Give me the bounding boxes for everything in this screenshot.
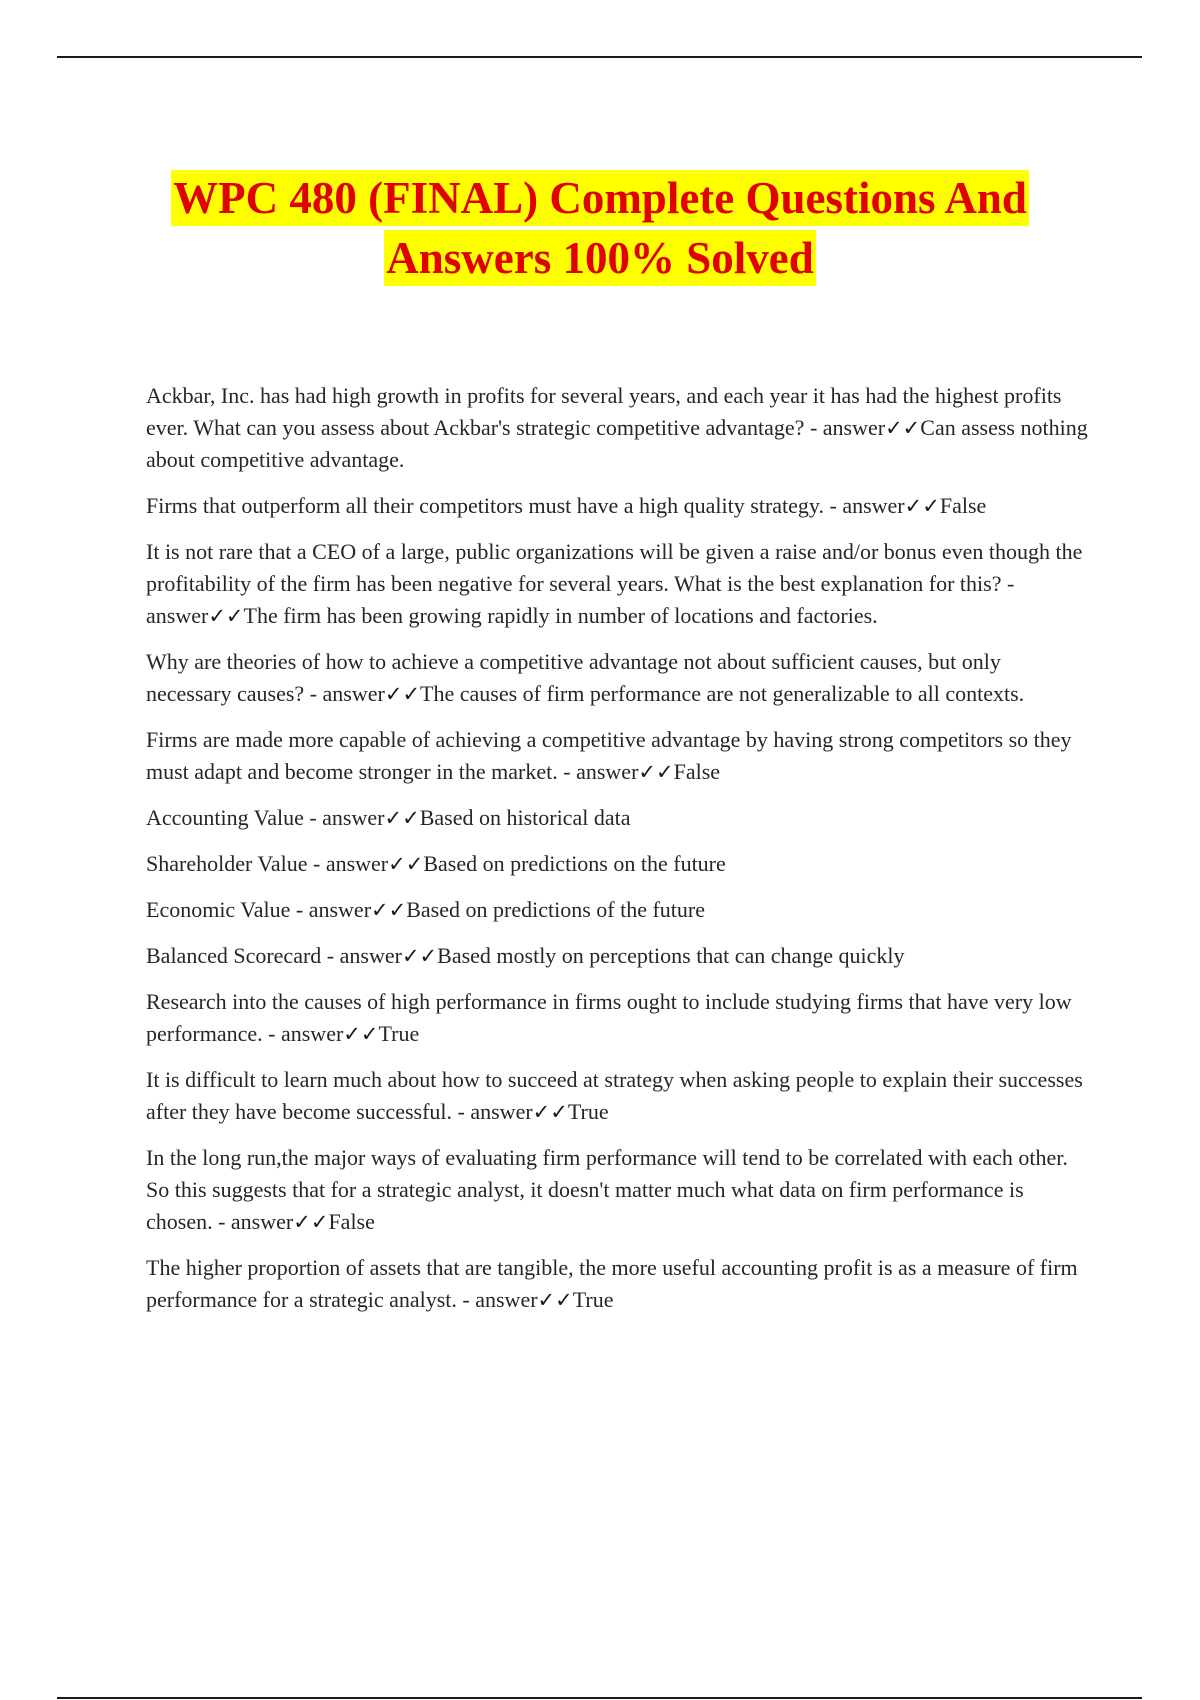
qa-item xyxy=(146,802,1091,834)
qa-item xyxy=(146,536,1091,632)
question-text: The higher proportion of assets that are tangible, the more useful accounting profit is as a measure of firm performance for a strategic analyst. xyxy=(146,1255,1078,1312)
answer-marker: answer xyxy=(576,759,639,784)
answer-separator: - xyxy=(804,415,823,440)
answer-marker: answer xyxy=(339,943,402,968)
question-text: Firms are made more capable of achieving a competitive advantage by having strong competitors so they must adapt and become stronger in the market. xyxy=(146,727,1072,784)
answer-marker: answer xyxy=(308,897,372,922)
answer-text: Based mostly on perceptions that can change quickly xyxy=(437,943,905,968)
answer-text: True xyxy=(572,1287,614,1312)
answer-marker: answer xyxy=(470,1099,533,1124)
answer-text: Can assess nothing about competitive advantage. xyxy=(146,415,1088,472)
answer-marker: answer xyxy=(230,1209,294,1234)
answer-marker: answer xyxy=(325,851,389,876)
double-check-icon: ✓✓ xyxy=(384,806,420,830)
double-check-icon: ✓✓ xyxy=(638,760,674,784)
answer-separator: - xyxy=(452,1099,471,1124)
answer-marker: answer xyxy=(322,681,385,706)
question-text: Firms that outperform all their competitors must have a high quality strategy. xyxy=(146,493,824,518)
answer-marker: answer xyxy=(475,1287,538,1312)
double-check-icon: ✓✓ xyxy=(532,1100,568,1124)
answer-text: True xyxy=(567,1099,609,1124)
qa-item xyxy=(146,646,1091,710)
qa-item xyxy=(146,724,1091,788)
double-check-icon: ✓✓ xyxy=(401,944,438,968)
title-line-1: WPC 480 (FINAL) Complete Questions And xyxy=(171,170,1029,226)
qa-item xyxy=(146,1142,1091,1238)
document-title xyxy=(0,168,1200,288)
question-text: Economic Value xyxy=(146,897,291,922)
question-text: Accounting Value xyxy=(146,805,304,830)
answer-text: The firm has been growing rapidly in number of locations and factories. xyxy=(243,603,878,628)
question-text: It is not rare that a CEO of a large, public organizations will be given a raise and/or bonus even though the profitability of the firm has been negative for several years. What is the best explanation for this? xyxy=(146,539,1083,596)
answer-text: Based on predictions on the future xyxy=(423,851,726,876)
qa-item xyxy=(146,848,1091,880)
answer-text: Based on historical data xyxy=(419,805,631,830)
answer-separator: - xyxy=(290,897,309,922)
question-text: In the long run,the major ways of evaluating firm performance will tend to be correlated with each other. So this suggests that for a strategic analyst, it doesn't matter much what data on firm performance is chosen. xyxy=(146,1145,1068,1234)
qa-item xyxy=(146,894,1091,926)
qa-item xyxy=(146,1064,1091,1128)
answer-marker: answer xyxy=(842,493,905,518)
double-check-icon: ✓✓ xyxy=(537,1288,573,1312)
double-check-icon: ✓✓ xyxy=(904,494,940,518)
qa-item xyxy=(146,490,1091,522)
answer-text: False xyxy=(673,759,721,784)
answer-marker: answer xyxy=(146,603,209,628)
double-check-icon: ✓✓ xyxy=(208,604,244,628)
answer-text: False xyxy=(939,493,987,518)
double-check-icon: ✓✓ xyxy=(885,416,921,440)
answer-separator: - xyxy=(557,759,577,784)
answer-separator: - xyxy=(1001,571,1015,596)
qa-item xyxy=(146,1252,1091,1316)
double-check-icon: ✓✓ xyxy=(371,898,407,922)
answer-separator: - xyxy=(304,681,323,706)
answer-text: False xyxy=(328,1209,375,1234)
double-check-icon: ✓✓ xyxy=(293,1210,329,1234)
answer-separator: - xyxy=(823,493,843,518)
answer-marker: answer xyxy=(822,415,886,440)
title-line-2: Answers 100% Solved xyxy=(384,230,816,286)
answer-separator: - xyxy=(307,851,326,876)
double-check-icon: ✓✓ xyxy=(388,852,424,876)
question-text: Ackbar, Inc. has had high growth in profits for several years, and each year it has had the highest profits ever. What can you assess about Ackbar's strategic competitive advantage? xyxy=(146,383,1062,440)
question-text: Why are theories of how to achieve a competitive advantage not about sufficient causes, but only necessary causes? xyxy=(146,649,1001,706)
question-text: It is difficult to learn much about how to succeed at strategy when asking people to explain their successes after they have become successful. xyxy=(146,1067,1083,1124)
question-text: Balanced Scorecard xyxy=(146,943,322,968)
qa-list xyxy=(146,380,1091,1330)
qa-item xyxy=(146,940,1091,972)
bottom-rule xyxy=(57,1697,1142,1699)
qa-item xyxy=(146,380,1091,476)
answer-text: True xyxy=(378,1021,420,1046)
double-check-icon: ✓✓ xyxy=(384,682,421,706)
answer-text: Based on predictions of the future xyxy=(406,897,705,922)
answer-separator: - xyxy=(212,1209,231,1234)
answer-text: The causes of firm performance are not generalizable to all contexts. xyxy=(420,681,1025,706)
answer-marker: answer xyxy=(322,805,385,830)
qa-item xyxy=(146,986,1091,1050)
answer-separator: - xyxy=(321,943,340,968)
answer-separator: - xyxy=(303,805,323,830)
top-rule xyxy=(57,56,1142,58)
question-text: Research into the causes of high performance in firms ought to include studying firms that have very low performance. xyxy=(146,989,1072,1046)
question-text: Shareholder Value xyxy=(146,851,308,876)
double-check-icon: ✓✓ xyxy=(343,1022,379,1046)
answer-separator: - xyxy=(262,1021,281,1046)
answer-separator: - xyxy=(456,1287,476,1312)
answer-marker: answer xyxy=(280,1021,344,1046)
